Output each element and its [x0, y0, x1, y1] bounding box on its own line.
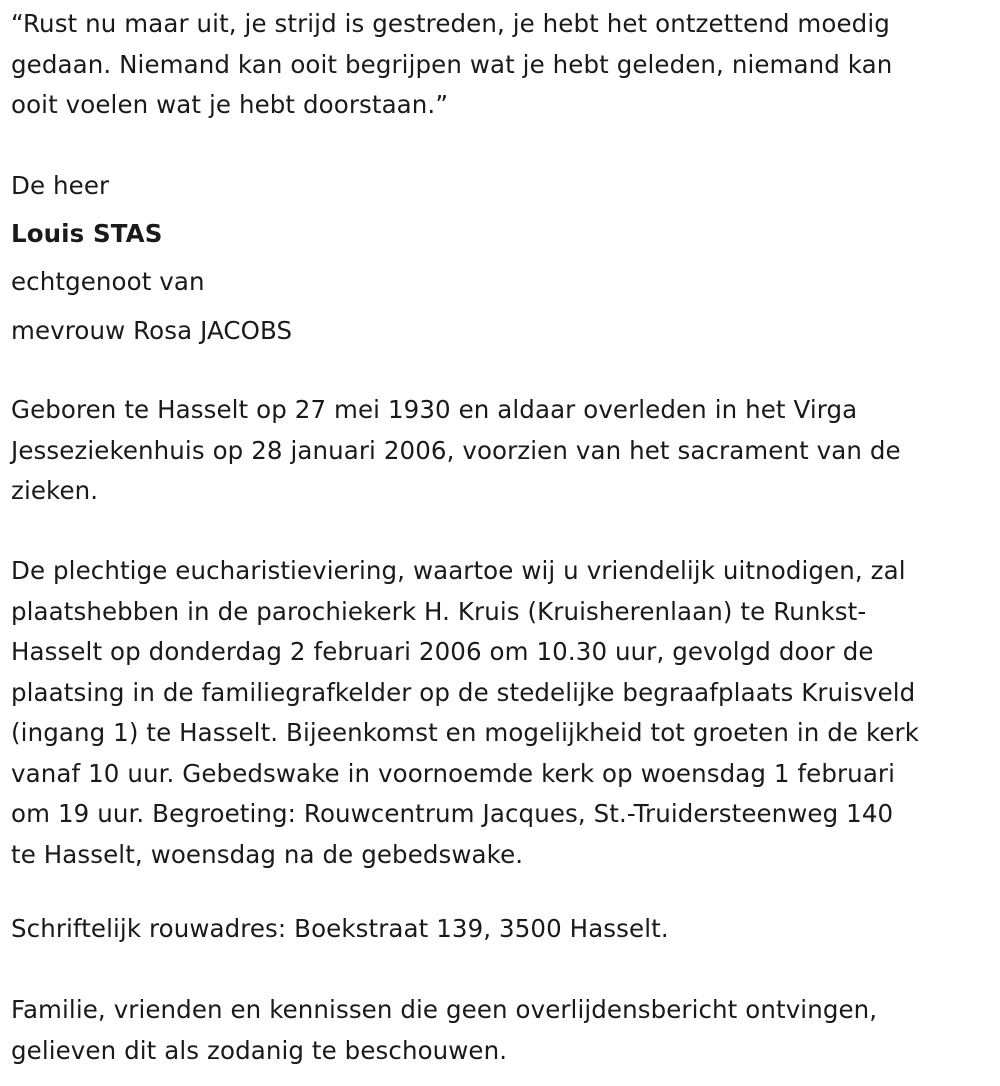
- ceremony-paragraph: De plechtige eucharistieviering, waartoe wij u vriendelijk uitnodigen, zal plaatshebben in de parochiekerk H. Kruis (Kruisherenlaan) te Runkst- Hasselt op donderdag 2 februari 2006 om 10.30 uur, gevolgd door de plaatsing in de familiegrafkelder op de stedelijke begraafplaats Kruisveld (ingang 1) te Hasselt. Bijeenkomst en mogelijkheid tot groeten in de kerk vanaf 10 uur. Gebedswake in voornoemde kerk op woensdag 1 februari om 19 uur. Begroeting: Rouwcentrum Jacques, St.-Truidersteenweg 140 te Hasselt, woensdag na de gebedswake.: [11, 556, 920, 869]
- opening-quote: “Rust nu maar uit, je strijd is gestreden, je hebt het ontzettend moedig gedaan. Niemand kan ooit begrijpen wat je hebt geleden, niemand kan ooit voelen wat je hebt doorstaan.”: [11, 9, 893, 119]
- condolence-address: Schriftelijk rouwadres: Boekstraat 139, 3500 Hasselt.: [11, 914, 669, 943]
- relation-label: echtgenoot van: [11, 267, 205, 296]
- deceased-name: Louis STAS: [11, 219, 163, 248]
- salutation: De heer: [11, 171, 110, 200]
- spouse-name: mevrouw Rosa JACOBS: [11, 316, 293, 345]
- closing-paragraph: Familie, vrienden en kennissen die geen overlijdensbericht ontvingen, gelieven dit als zodanig te beschouwen.: [11, 995, 878, 1065]
- birth-death-paragraph: Geboren te Hasselt op 27 mei 1930 en aldaar overleden in het Virga Jesseziekenhuis op 28 januari 2006, voorzien van het sacrament van de zieken.: [11, 395, 901, 505]
